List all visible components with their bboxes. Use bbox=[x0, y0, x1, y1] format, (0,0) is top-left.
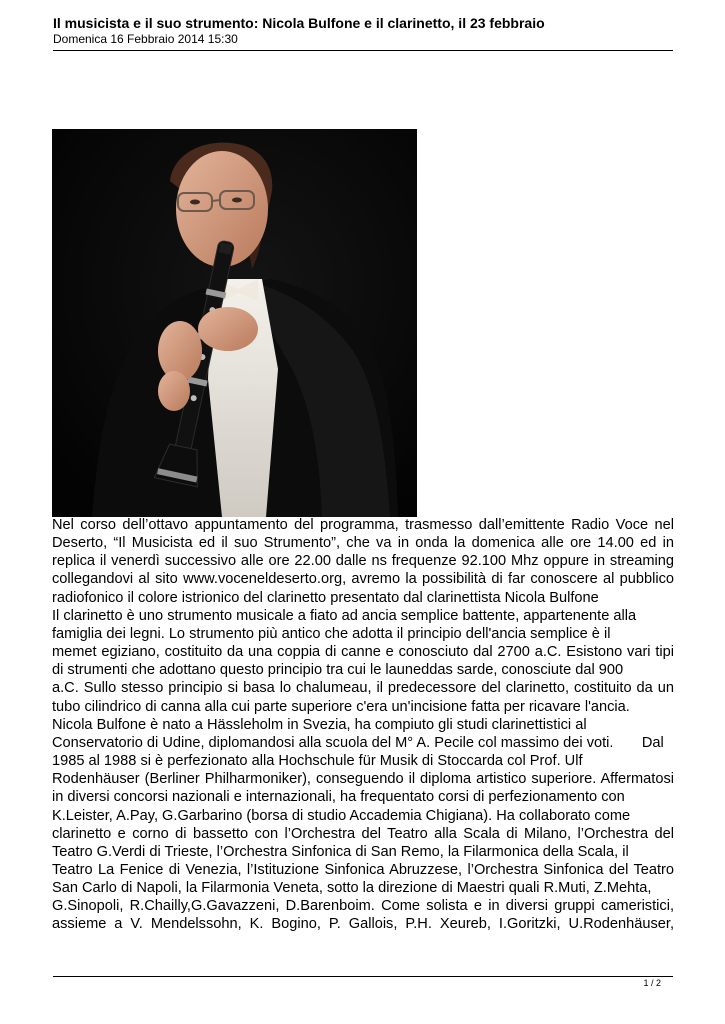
body-line: a.C. Sullo stesso principio si basa lo chalumeau, il predecessore del clarinetto, costituito da un bbox=[52, 680, 674, 697]
header-divider bbox=[53, 50, 673, 51]
body-line: K.Leister, A.Pay, G.Garbarino (borsa di studio Accademia Chigiana). Ha collaborato come bbox=[52, 807, 631, 824]
body-line: clarinetto e corno di bassetto con l’Orchestra del Teatro alla Scala di Milano, l’Orchestra del bbox=[52, 825, 674, 842]
body-line: in diversi concorsi nazionali e internazionali, ha frequentato corsi di perfezionamento con bbox=[52, 789, 625, 806]
body-line: collegandovi al sito www.voceneldeserto.org, avremo la possibilità di far conoscere al pubblico bbox=[52, 571, 674, 588]
body-line: Nel corso dell’ottavo appuntamento del programma, trasmesso dall’emittente Radio Voce nel bbox=[52, 517, 674, 533]
body-line: Rodenhäuser (Berliner Philharmoniker), conseguendo il diploma artistico superiore. Affermatosi bbox=[52, 771, 674, 788]
footer-divider bbox=[53, 976, 673, 977]
document-title: Il musicista e il suo strumento: Nicola Bulfone e il clarinetto, il 23 febbraio bbox=[53, 15, 545, 31]
body-line: Teatro La Fenice di Venezia, l’Istituzione Sinfonica Abruzzese, l’Orchestra Sinfonica del Teatro bbox=[52, 861, 674, 878]
document-date: Domenica 16 Febbraio 2014 15:30 bbox=[53, 32, 238, 46]
page-number: 1 / 2 bbox=[643, 978, 661, 988]
body-line: memet egiziano, costituito da una coppia di canne e conosciuto dal 2700 a.C. Esistono vari tipi bbox=[52, 644, 674, 661]
body-line: Teatro G.Verdi di Trieste, l’Orchestra Sinfonica di San Remo, la Filarmonica della Scala, il bbox=[52, 843, 629, 860]
body-line: Nicola Bulfone è nato a Hässleholm in Svezia, ha compiuto gli studi clarinettistici al bbox=[52, 716, 587, 733]
body-line: G.Sinopoli, R.Chailly,G.Gavazzeni, D.Barenboim. Come solista e in diversi gruppi cameristici, bbox=[52, 898, 674, 915]
body-line: Il clarinetto è uno strumento musicale a fiato ad ancia semplice battente, appartenente alla bbox=[52, 607, 637, 624]
body-line: San Carlo di Napoli, la Filarmonia Veneta, sotto la direzione di Maestri quali R.Muti, Z.Mehta, bbox=[52, 880, 652, 897]
body-line: di strumenti che adottano questo principio tra cui le launeddas sarde, conosciute dal 900 bbox=[52, 662, 624, 679]
body-line: famiglia dei legni. Lo strumento più antico che adotta il principio dell'ancia semplice è il bbox=[52, 625, 611, 642]
body-line: 1985 al 1988 si è perfezionato alla Hochschule für Musik di Stoccarda col Prof. Ulf bbox=[52, 753, 583, 770]
body-line: tubo cilindrico di canna alla cui parte superiore c'era un'incisione fatta per ricavare l'ancia. bbox=[52, 698, 630, 715]
body-line: replica il venerdì successivo alle ore 22.00 dalle ns frequenze 92.100 Mhz oppure in streaming bbox=[52, 553, 674, 570]
body-line: radiofonico il colore istrionico del clarinetto presentato dal clarinettista Nicola Bulfone bbox=[52, 589, 599, 606]
body-line: Conservatorio di Udine, diplomandosi alla scuola del M° A. Pecile col massimo dei voti. Dal bbox=[52, 734, 664, 751]
document-header bbox=[53, 15, 673, 47]
article-body bbox=[52, 516, 674, 934]
body-line: assieme a V. Mendelssohn, K. Bogino, P. Gallois, P.H. Xeureb, I.Goritzki, U.Rodenhäuser, bbox=[52, 916, 674, 933]
clarinetist-photo bbox=[52, 129, 417, 517]
body-line: Deserto, “Il Musicista ed il suo Strumento”, che va in onda la domenica alle ore 14.00 ed in bbox=[52, 535, 674, 552]
